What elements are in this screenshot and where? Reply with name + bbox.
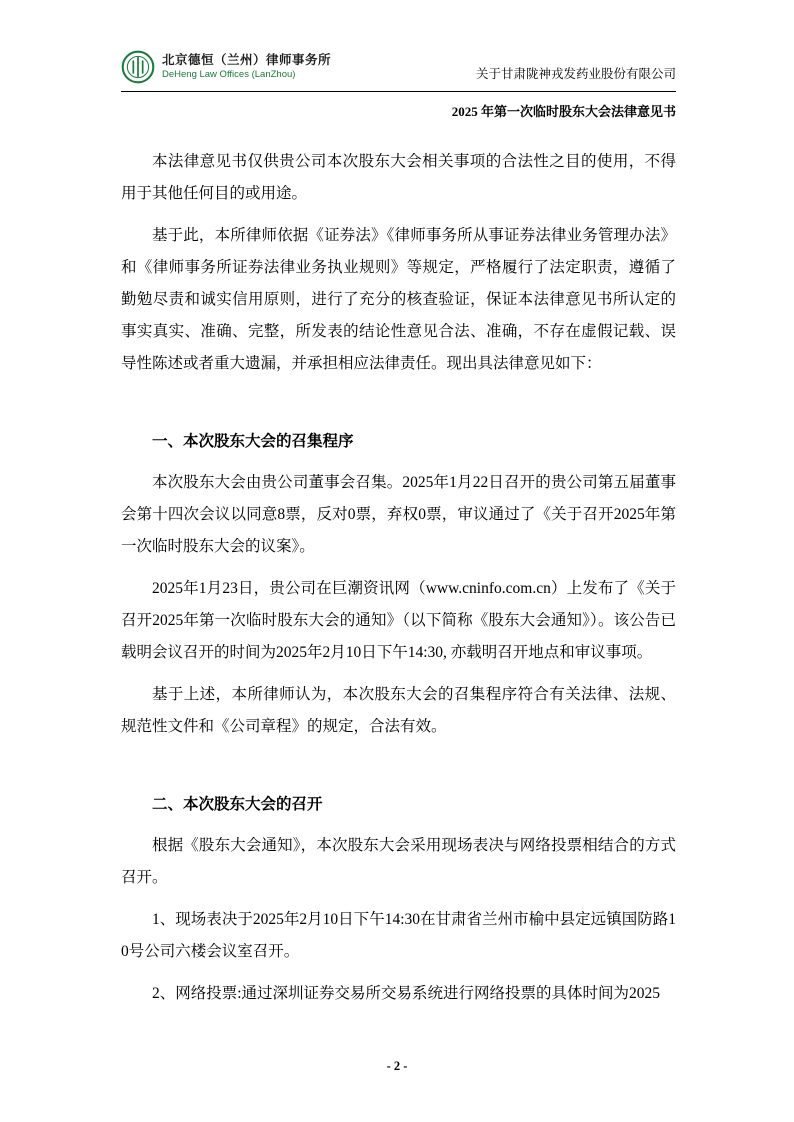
doc-reference-line2: 2025 年第一次临时股东大会法律意见书 xyxy=(451,104,676,119)
firm-names xyxy=(162,53,331,81)
firm-name-cn: 北京德恒（兰州）律师事务所 xyxy=(162,53,332,68)
section-heading-1: 一、本次股东大会的召集程序 xyxy=(152,433,354,450)
page-header xyxy=(121,50,676,120)
paragraph: 根据《股东大会通知》，本次股东大会采用现场表决与网络投票相结合的方式召开。 xyxy=(121,837,676,886)
firm-logo-block xyxy=(121,50,331,84)
paragraph: 1、现场表决于2025年2月10日下午14:30在甘肃省兰州市榆中县定远镇国防路10号公司六楼会议室召开。 xyxy=(121,911,676,960)
doc-reference-line1: 关于甘肃陇神戎发药业股份有限公司 xyxy=(475,67,676,81)
document-body xyxy=(121,146,676,1010)
firm-name-en: DeHeng Law Offices (LanZhou) xyxy=(162,68,296,80)
page-number: - 2 - xyxy=(386,1059,408,1073)
paragraph: 基于此，本所律师依据《证券法》《律师事务所从事证券法律业务管理办法》和《律师事务所证券法律业务执业规则》等规定，严格履行了法定职责，遵循了勤勉尽责和诚实信用原则，进行了充分的核查验证，保证本法律意见书所认定的事实真实、准确、完整，所发表的结论性意见合法、准确，不存在虚假记载、误导性陈述或者重大遗漏，并承担相应法律责任。现出具法律意见如下： xyxy=(121,227,676,372)
paragraph: 2025年1月23日，贵公司在巨潮资讯网（www.cninfo.com.cn）上发布了《关于召开2025年第一次临时股东大会的通知》（以下简称《股东大会通知》）。该公告已载明会议召开的时间为2025年2月10日下午14:30, 亦载明召开地点和审议事项。 xyxy=(121,580,676,661)
header-top-row xyxy=(121,50,676,91)
paragraph: 本次股东大会由贵公司董事会召集。2025年1月22日召开的贵公司第五届董事会第十四次会议以同意8票，反对0票，弃权0票，审议通过了《关于召开2025年第一次临时股东大会的议案》。 xyxy=(121,474,676,555)
paragraph: 本法律意见书仅供贵公司本次股东大会相关事项的合法性之目的使用，不得用于其他任何目的或用途。 xyxy=(121,153,676,202)
deheng-logo-icon xyxy=(121,50,155,84)
paragraph: 基于上述，本所律师认为，本次股东大会的召集程序符合有关法律、法规、规范性文件和《公司章程》的规定，合法有效。 xyxy=(121,686,676,735)
section-heading-2: 二、本次股东大会的召开 xyxy=(152,796,323,813)
paragraph: 2、网络投票:通过深圳证券交易所交易系统进行网络投票的具体时间为2025 xyxy=(152,985,661,1002)
